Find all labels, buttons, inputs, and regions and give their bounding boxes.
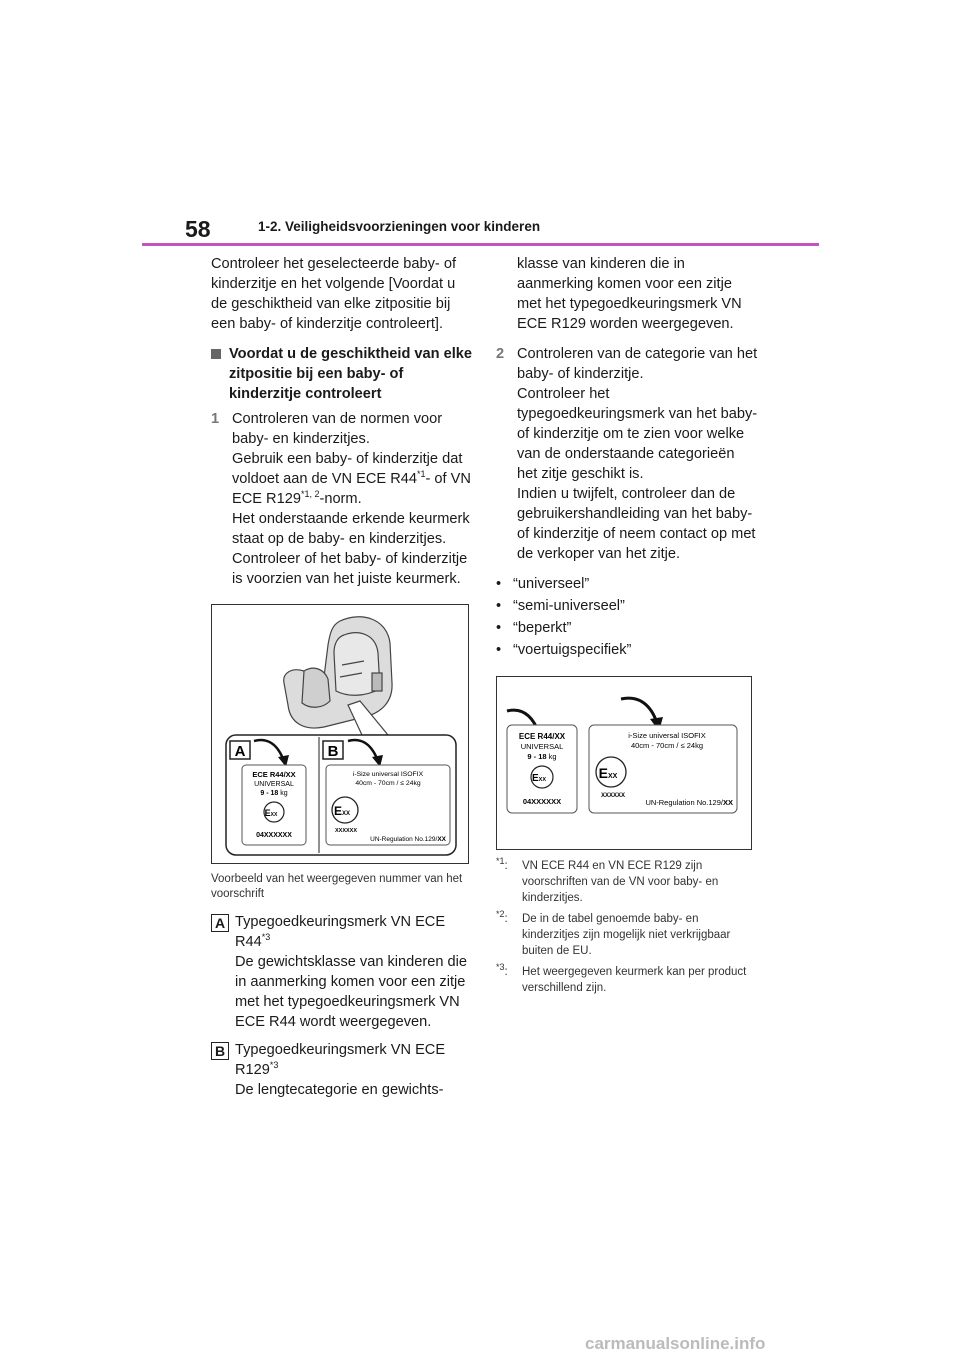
subheading-text: Voordat u de geschiktheid van elke zitpositie bij een baby- of kinderzitje controleert xyxy=(229,346,473,402)
left-column xyxy=(211,254,473,1108)
intro-paragraph: Controleer het geselecteerde baby- of kinderzitje en het volgende [Voordat u de geschiktheid van elke zitpositie bij een baby- of kinderzitje controleert]. xyxy=(211,256,457,332)
step-2-line-1: Controleren van de categorie van het baby- of kinderzitje. xyxy=(517,346,758,382)
footnote: $^{*3}$: Het weergegeven keurmerk kan per product verschillend zijn. xyxy=(496,962,747,994)
r44-line-3: 9 - 18 kg xyxy=(527,752,557,761)
figure-caption: Voorbeeld van het weergegeven nummer van het voorschrift xyxy=(211,873,463,900)
subheading xyxy=(211,344,473,404)
section-title: 1-2. Veiligheidsvoorzieningen voor kinderen xyxy=(258,219,541,234)
approval-label-figure-2 xyxy=(496,676,752,850)
child-seat-icon xyxy=(284,617,392,728)
r44-mark: EXX xyxy=(264,808,278,818)
step-2 xyxy=(496,344,758,564)
list-item: • “beperkt” xyxy=(496,620,572,636)
footnote: $^{*2}$: De in de tabel genoemde baby- en kinderzitjes zijn mogelijk niet verkrijgbaar buiten de EU. xyxy=(496,909,731,957)
footnote: $^{*1}$: VN ECE R44 en VN ECE R129 zijn voorschriften van de VN voor baby- en kinderzitjes. xyxy=(496,856,719,904)
footnotes xyxy=(496,858,758,996)
figure-label-a: A xyxy=(234,743,246,760)
header-rule xyxy=(142,243,819,246)
continued-step-1 xyxy=(496,254,758,334)
step-1-line-1: Controleren van de normen voor baby- en kinderzitjes. xyxy=(232,411,443,447)
step-1-line-3: Het onderstaande erkende keurmerk staat op de baby- en kinderzitjes. xyxy=(232,511,470,547)
r44-line-1: ECE R44/XX xyxy=(252,770,296,779)
r44-line-3: 9 - 18 kg xyxy=(260,790,288,797)
list-item: • “voertuigspecifiek” xyxy=(496,642,632,658)
list-item: • “semi-universeel” xyxy=(496,598,625,614)
item-b-title: Typegoedkeuringsmerk VN ECE R129$^{*3}$ xyxy=(235,1042,446,1078)
item-a-text: De gewichtsklasse van kinderen die in aanmerking komen voor een zitje met het typegoedkeuringsmerk VN ECE R44 wordt weergegeven. xyxy=(235,954,468,1030)
r129-regulation: UN-Regulation No.129/XX xyxy=(645,798,733,807)
category-list xyxy=(496,574,758,660)
step-1 xyxy=(211,409,473,589)
item-a-title: Typegoedkeuringsmerk VN ECE R44$^{*3}$ xyxy=(235,914,446,950)
page-number: 58 xyxy=(185,216,211,242)
r129-line-1: i-Size universal ISOFIX xyxy=(352,771,424,778)
approval-labels-illustration xyxy=(497,677,751,849)
step-number: 1 xyxy=(211,411,220,427)
r44-code: 04XXXXXX xyxy=(522,797,562,806)
r129-mark: EXX xyxy=(598,765,618,781)
step-1-line-2: Gebruik een baby- of kinderzitje dat voldoet aan de VN ECE R44$^{*1}$- of VN ECE R129$^{*1, 2}$-norm. xyxy=(232,451,471,507)
r44-line-2: UNIVERSAL xyxy=(520,742,564,751)
item-a-label: A xyxy=(211,914,229,932)
step-2-line-2: Controleer het typegoedkeuringsmerk van het baby- of kinderzitje om te zien voor welke van de onderstaande categorieën het zitje geschikt is. xyxy=(517,386,758,482)
step-2-line-3: Indien u twijfelt, controleer dan de gebruikershandleiding van het baby- of kinderzitje of neem contact op met de verkoper van het zitje. xyxy=(517,486,756,562)
r129-mark: EXX xyxy=(333,804,351,818)
continued-text: klasse van kinderen die in aanmerking komen voor een zitje met het typegoedkeuringsmerk VN ECE R129 worden weergegeven. xyxy=(517,256,742,332)
right-column xyxy=(496,254,758,1001)
approval-label-figure xyxy=(211,604,469,864)
item-a xyxy=(211,912,473,1032)
child-seat-illustration xyxy=(212,605,468,863)
r129-line-2: 40cm - 70cm / ≤ 24kg xyxy=(630,741,704,750)
r44-code: 04XXXXXX xyxy=(256,832,292,839)
step-number: 2 xyxy=(496,346,505,362)
r129-line-1: i-Size universal ISOFIX xyxy=(628,731,706,740)
item-b-text: De lengtecategorie en gewichts- xyxy=(235,1082,444,1098)
r44-mark: EXX xyxy=(531,773,547,784)
square-bullet-icon xyxy=(211,349,221,359)
item-b xyxy=(211,1040,473,1100)
r129-code: XXXXXX xyxy=(334,828,358,834)
r129-code: XXXXXX xyxy=(600,793,626,799)
r129-regulation: UN-Regulation No.129/XX xyxy=(370,836,446,843)
r44-line-2: UNIVERSAL xyxy=(254,781,294,788)
list-item: • “universeel” xyxy=(496,576,590,592)
r129-line-2: 40cm - 70cm / ≤ 24kg xyxy=(355,780,421,787)
watermark: carmanualsonline.info xyxy=(585,1334,766,1353)
item-b-label: B xyxy=(211,1042,229,1060)
step-1-line-4: Controleer of het baby- of kinderzitje is voorzien van het juiste keurmerk. xyxy=(232,551,468,587)
r44-line-1: ECE R44/XX xyxy=(518,732,566,741)
figure-label-b: B xyxy=(327,743,339,760)
